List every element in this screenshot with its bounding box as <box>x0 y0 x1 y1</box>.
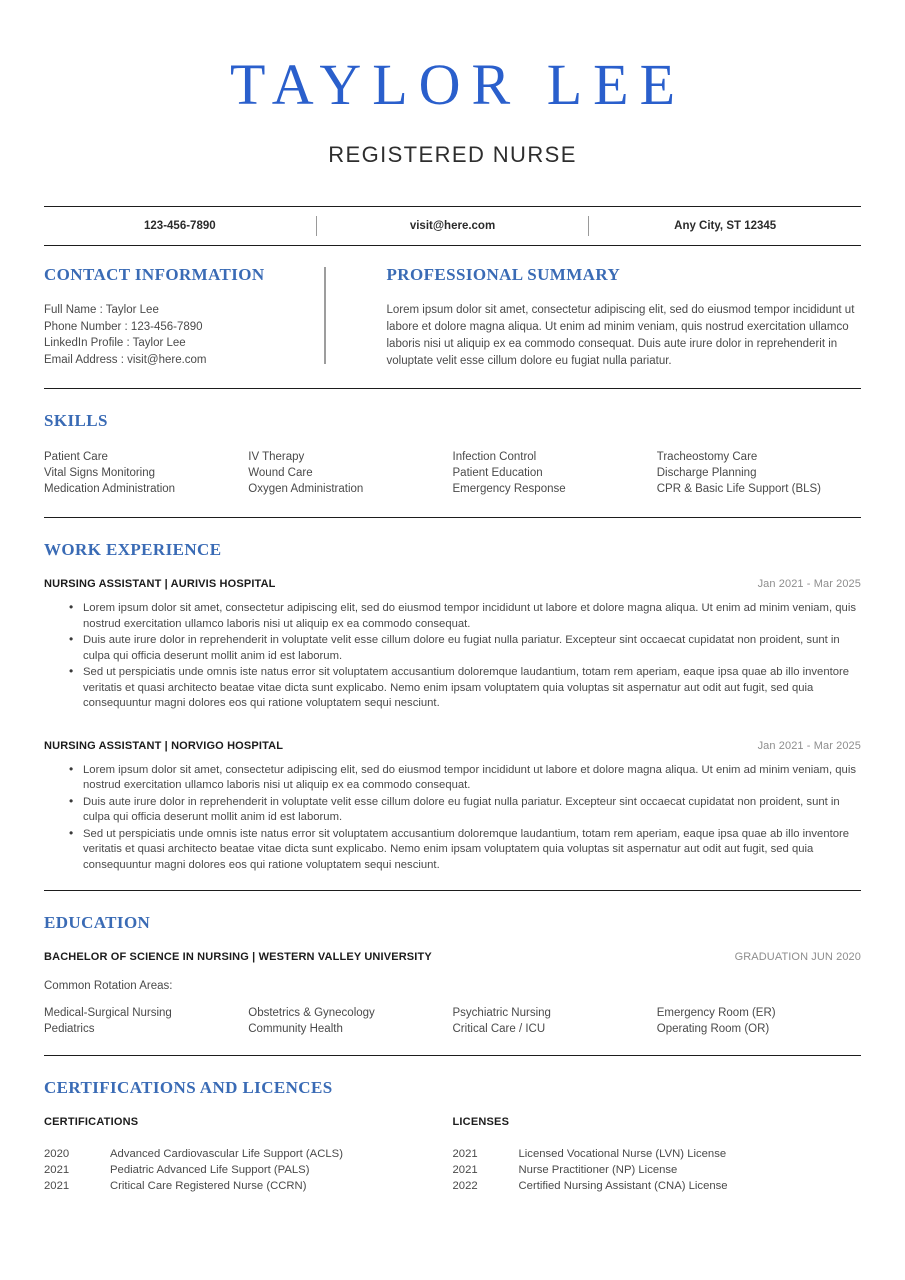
skill-item: Patient Education <box>452 467 543 479</box>
job-bullet: • Lorem ipsum dolor sit amet, consectetur adipiscing elit, sed do eiusmod tempor incididunt ut labore et dolore magna aliqua. Ut enim ad minim veniam, quis nostrud exercitation ullamco laboris nisi ut aliquip ex ea commodo consequat. <box>69 763 861 794</box>
license-name: Certified Nursing Assistant (CNA) License <box>518 1180 728 1192</box>
license-row <box>453 1178 862 1194</box>
job-bullet: • Duis aute irure dolor in reprehenderit in voluptate velit esse cillum dolore eu fugiat nulla pariatur. Excepteur sint occaecat cupidatat non proident, sunt in culpa qui officia deserunt mollit anim id est laborum. <box>69 795 861 826</box>
license-year: 2021 <box>452 1164 478 1176</box>
job-bullet: • Sed ut perspiciatis unde omnis iste natus error sit voluptatem accusantium doloremque laudantium, totam rem aperiam, eaque ipsa quae ab illo inventore veritatis et quasi architecto beatae vitae dicta sunt explicabo. Nemo enim ipsam voluptatem quia voluptas sit aspernatur aut odit aut fugit, sed quia consequuntur magni dolores eos qui ratione voluptatem sequi nesciunt. <box>69 665 861 712</box>
rotation-area-item: Operating Room (OR) <box>656 1023 770 1035</box>
skills-grid <box>44 449 861 497</box>
contact-information-section <box>44 265 324 370</box>
licenses-list <box>453 1146 862 1194</box>
skill-item: Emergency Response <box>452 483 566 495</box>
job-title: NURSING ASSISTANT | AURIVIS HOSPITAL <box>44 578 276 590</box>
education-section-title: EDUCATION <box>44 913 151 932</box>
certification-row <box>44 1162 453 1178</box>
job-date: Jan 2021 - Mar 2025 <box>757 578 861 590</box>
certification-name: Pediatric Advanced Life Support (PALS) <box>110 1164 310 1176</box>
rotation-area-item: Emergency Room (ER) <box>656 1007 776 1019</box>
rotation-areas-grid <box>44 1005 861 1037</box>
degree-title: BACHELOR OF SCIENCE IN NURSING | WESTERN VALLEY UNIVERSITY <box>44 951 432 963</box>
license-name: Nurse Practitioner (NP) License <box>518 1164 678 1176</box>
skill-item: Tracheostomy Care <box>656 451 758 463</box>
job-bullet-list <box>44 601 861 712</box>
skill-item: Patient Care <box>44 451 108 463</box>
license-year: 2022 <box>452 1180 478 1192</box>
certifications-column <box>44 1116 453 1194</box>
rotation-area-item: Pediatrics <box>44 1023 95 1035</box>
skill-item: Wound Care <box>248 467 313 479</box>
work-experience-section <box>44 518 861 890</box>
header-email: visit@here.com <box>409 220 496 232</box>
job-entry <box>44 578 861 712</box>
graduation-date: GRADUATION JUN 2020 <box>734 951 861 963</box>
contact-bar <box>44 206 861 246</box>
certifications-columns <box>44 1116 861 1194</box>
licenses-column <box>453 1116 862 1194</box>
license-row <box>453 1146 862 1162</box>
job-bullet: • Lorem ipsum dolor sit amet, consectetur adipiscing elit, sed do eiusmod tempor incididunt ut labore et dolore magna aliqua. Ut enim ad minim veniam, quis nostrud exercitation ullamco laboris nisi ut aliquip ex ea commodo consequat. <box>69 601 861 632</box>
certification-name: Critical Care Registered Nurse (CCRN) <box>110 1180 307 1192</box>
candidate-name: TAYLOR LEE <box>229 52 687 117</box>
skill-item: Vital Signs Monitoring <box>44 467 156 479</box>
job-date: Jan 2021 - Mar 2025 <box>757 739 861 752</box>
skill-item: Medication Administration <box>44 483 176 495</box>
job-header <box>44 740 861 752</box>
education-section <box>44 891 861 1055</box>
skill-item: IV Therapy <box>248 451 305 463</box>
skill-item: CPR & Basic Life Support (BLS) <box>656 483 822 495</box>
job-bullet: • Sed ut perspiciatis unde omnis iste natus error sit voluptatem accusantium doloremque laudantium, totam rem aperiam, eaque ipsa quae ab illo inventore veritatis et quasi architecto beatae vitae dicta sunt explicabo. Nemo enim ipsam voluptatem quia voluptas sit aspernatur aut odit aut fugit, sed quia consequuntur magni dolores eos qui ratione voluptatem sequi nesciunt. <box>69 827 861 874</box>
rotation-area-item: Critical Care / ICU <box>452 1023 546 1035</box>
contact-section-title: CONTACT INFORMATION <box>44 265 265 284</box>
certification-year: 2021 <box>44 1180 70 1192</box>
rotation-area-item: Medical-Surgical Nursing <box>44 1007 172 1019</box>
candidate-role: REGISTERED NURSE <box>328 142 577 167</box>
job-title: NURSING ASSISTANT | NORVIGO HOSPITAL <box>44 739 284 752</box>
education-header <box>44 951 861 963</box>
certification-row <box>44 1178 453 1194</box>
skill-item: Discharge Planning <box>656 467 757 479</box>
rotation-area-item: Community Health <box>248 1023 343 1035</box>
skill-item: Infection Control <box>452 451 537 463</box>
contact-details-list <box>44 302 308 368</box>
contact-line: Phone Number : 123-456-7890 <box>44 320 203 333</box>
certifications-section-title: CERTIFICATIONS AND LICENCES <box>44 1078 333 1097</box>
professional-summary-section <box>326 265 862 370</box>
certifications-section <box>44 1056 861 1214</box>
rotation-area-item: Obstetrics & Gynecology <box>248 1007 375 1019</box>
contact-line: Email Address : visit@here.com <box>44 353 207 366</box>
certification-year: 2020 <box>44 1148 70 1160</box>
skills-section <box>44 389 861 517</box>
summary-section-title: PROFESSIONAL SUMMARY <box>386 265 621 284</box>
rotation-area-item: Psychiatric Nursing <box>452 1007 551 1019</box>
certifications-list <box>44 1146 453 1194</box>
certification-name: Advanced Cardiovascular Life Support (ACLS) <box>110 1148 343 1160</box>
job-bullet-list <box>44 763 861 874</box>
rotation-areas-label: Common Rotation Areas: <box>44 980 173 992</box>
work-section-title: WORK EXPERIENCE <box>44 540 222 559</box>
header-location: Any City, ST 12345 <box>674 220 777 232</box>
summary-text: Lorem ipsum dolor sit amet, consectetur adipiscing elit, sed do eiusmod tempor incididunt ut labore et dolore magna aliqua. Ut enim ad minim veniam, quis nostrud exercitation ullamco laboris nisi ut aliquip ex ea commodo consequat. Duis aute irure dolor in reprehenderit in voluptate velit esse cillum dolore eu fugiat nulla pariatur. <box>386 304 855 367</box>
skills-section-title: SKILLS <box>44 411 108 430</box>
licenses-heading: LICENSES <box>452 1116 510 1128</box>
certification-row <box>44 1146 453 1162</box>
skill-item: Oxygen Administration <box>248 483 364 495</box>
job-header <box>44 578 861 590</box>
contact-line: LinkedIn Profile : Taylor Lee <box>44 337 186 349</box>
contact-line: Full Name : Taylor Lee <box>44 304 159 316</box>
job-entry <box>44 740 861 874</box>
license-name: Licensed Vocational Nurse (LVN) License <box>518 1148 727 1160</box>
job-bullet: • Duis aute irure dolor in reprehenderit in voluptate velit esse cillum dolore eu fugiat nulla pariatur. Excepteur sint occaecat cupidatat non proident, sunt in culpa qui officia deserunt mollit anim id est laborum. <box>69 633 861 664</box>
certification-year: 2021 <box>44 1164 70 1176</box>
certifications-heading: CERTIFICATIONS <box>44 1116 139 1128</box>
contact-summary-block <box>44 246 861 388</box>
license-year: 2021 <box>452 1148 478 1160</box>
license-row <box>453 1162 862 1178</box>
header-phone: 123-456-7890 <box>144 220 216 232</box>
